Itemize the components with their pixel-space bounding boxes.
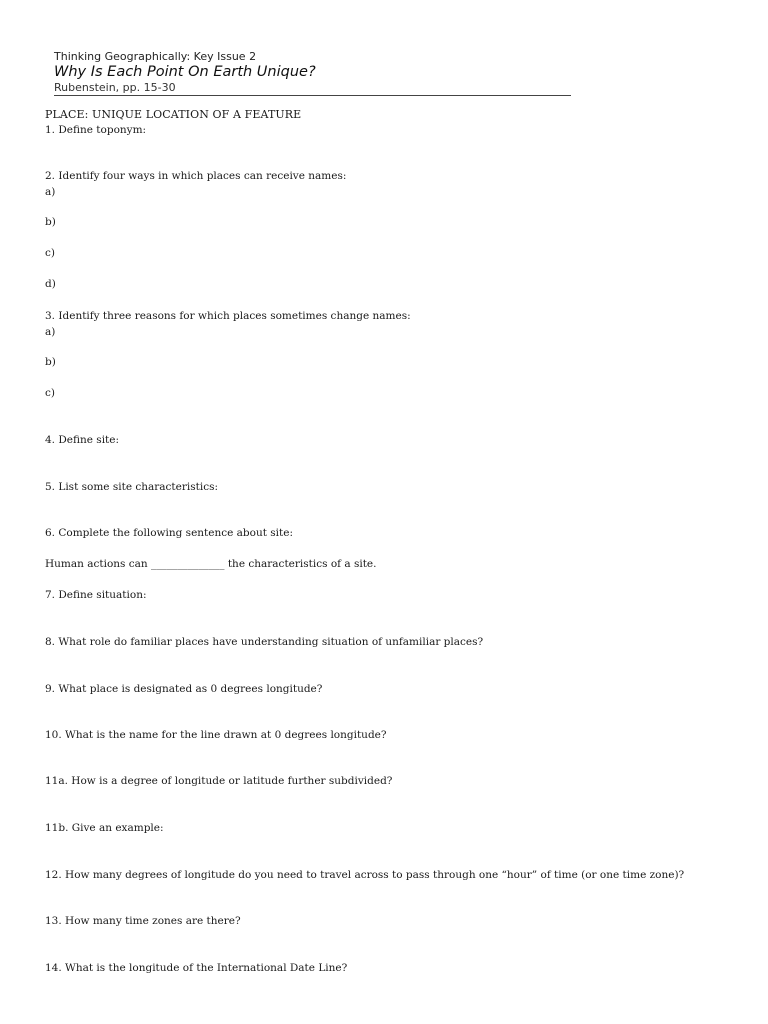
course-label: Thinking Geographically: Key Issue 2 [54,50,257,63]
question-6: 6. Complete the following sentence about site: [45,527,294,539]
document-header [54,50,571,96]
question-11b: 11b. Give an example: [45,822,164,834]
question-8: 8. What role do familiar places have understanding situation of unfamiliar places? [45,636,484,648]
answer-label-2b: b) [45,216,56,228]
question-3: 3. Identify three reasons for which places sometimes change names: [45,310,411,322]
question-7: 7. Define situation: [45,589,147,601]
question-5: 5. List some site characteristics: [45,481,219,493]
document-title: Why Is Each Point On Earth Unique? [54,64,316,80]
question-13: 13. How many time zones are there? [45,915,241,927]
source-reference: Rubenstein, pp. 15-30 [54,81,571,96]
answer-label-2c: c) [45,247,55,259]
answer-label-3c: c) [45,387,55,399]
question-9: 9. What place is designated as 0 degrees longitude? [45,683,323,695]
question-12: 12. How many degrees of longitude do you need to travel across to pass through one “hour” of time (or one time zone)? [45,869,685,881]
question-4: 4. Define site: [45,434,120,446]
question-6-sentence: Human actions can ______________ the characteristics of a site. [45,558,377,570]
question-11a: 11a. How is a degree of longitude or latitude further subdivided? [45,775,393,787]
answer-label-2d: d) [45,278,56,290]
question-14: 14. What is the longitude of the International Date Line? [45,962,348,974]
answer-label-3a: a) [45,326,56,338]
section-title: PLACE: UNIQUE LOCATION OF A FEATURE [45,108,302,121]
answer-label-3b: b) [45,356,56,368]
answer-label-2a: a) [45,186,56,198]
question-1: 1. Define toponym: [45,124,147,136]
question-2: 2. Identify four ways in which places can receive names: [45,170,347,182]
question-10: 10. What is the name for the line drawn at 0 degrees longitude? [45,729,387,741]
